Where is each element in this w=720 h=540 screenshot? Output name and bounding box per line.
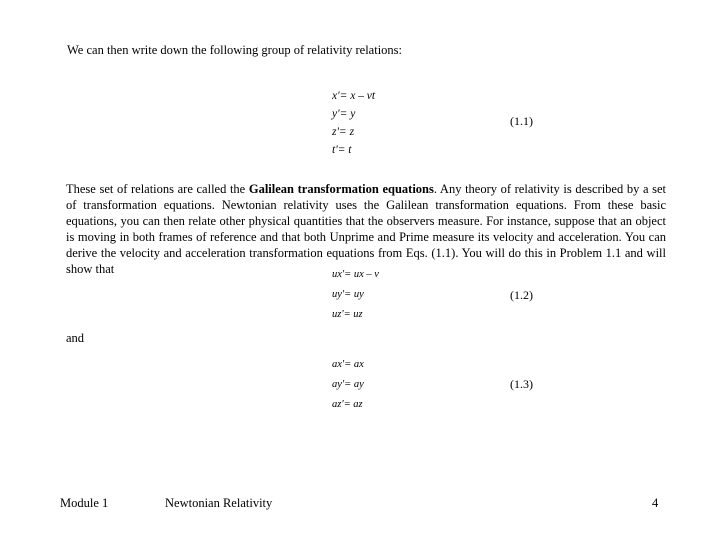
paragraph-rest: . Any theory of relativity is described by a set of transformation equations. Newtonian relativity uses the Galilean transformation equations. From these basic equations, you can then relate other physical quantities that the observers measure. For instance, suppose that an object is moving in both frames of reference and that both Unprime and Prime measure its velocity and acceleration. You can derive the velocity and acceleration transformation equations from Eqs. (1.1). You will do this in Problem 1.1 and will show that (66, 182, 666, 276)
equation-line: t'= t (332, 144, 352, 156)
equation-line: ay'= ay (332, 379, 364, 390)
equation-line: x'= x – vt (332, 90, 376, 102)
equation-line: az'= az (332, 399, 363, 410)
equation-line: ax'= ax (332, 359, 364, 370)
paragraph-lead: These set of relations are called the (66, 182, 249, 196)
and-text: and (66, 331, 85, 345)
equation-number: (1.1) (510, 114, 533, 128)
equation-number: (1.3) (510, 377, 533, 391)
footer-page-number: 4 (652, 496, 659, 510)
paragraph-bold-term: Galilean transformation equations (248, 182, 434, 196)
body-paragraph (66, 181, 666, 277)
equation-line: y'= y (332, 108, 356, 120)
footer-module: Module 1 (60, 496, 109, 510)
equation-line: uz'= uz (332, 309, 363, 320)
intro-text: We can then write down the following group of relativity relations: (67, 43, 403, 57)
equation-line: uy'= uy (332, 289, 364, 300)
equation-number: (1.2) (510, 288, 533, 302)
equation-line: ux'= ux – v (332, 269, 379, 280)
footer-title: Newtonian Relativity (165, 496, 273, 510)
equation-line: z'= z (332, 126, 355, 138)
